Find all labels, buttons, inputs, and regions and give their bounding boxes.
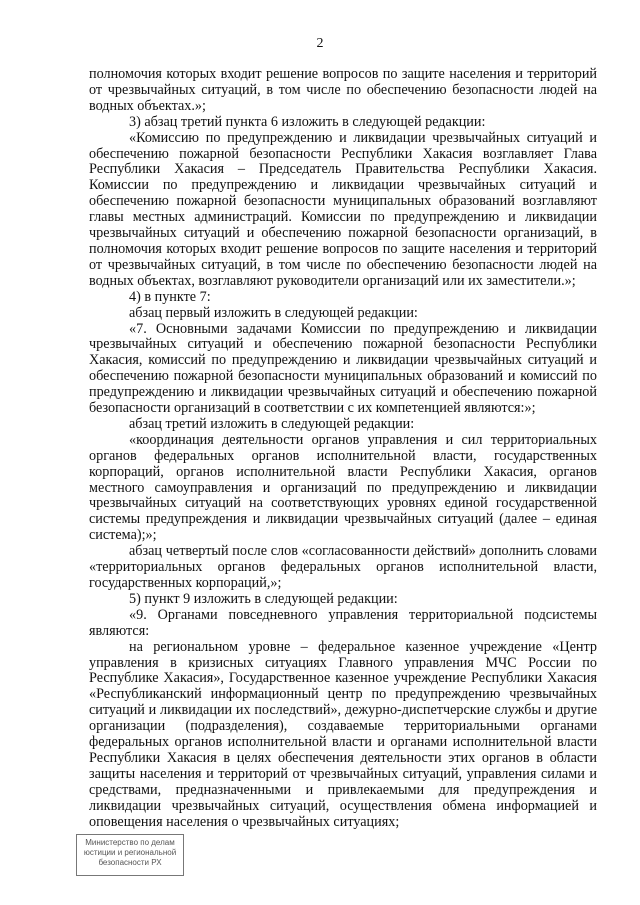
- paragraph-9: абзац четвертый после слов «согласованности действий» дополнить словами «территориальных органов федеральных органов исполнительной власти, государственных корпораций,»;: [89, 543, 597, 591]
- paragraph-6: «7. Основными задачами Комиссии по предупреждению и ликвидации чрезвычайных ситуаций и обеспечению пожарной безопасности Республики Хакасия, комиссий по предупреждению и ликвидации чрезвычайных ситуаций и обеспечению пожарной безопасности муниципальных образований и комиссий по предупреждению и ликвидации чрезвычайных ситуаций и обеспечению пожарной безопасности организаций в соответствии с их компетенцией являются:»;: [89, 320, 597, 417]
- registration-stamp: [76, 834, 184, 876]
- stamp-line-2: юстиции и региональной: [83, 848, 177, 857]
- paragraph-4: 4) в пункте 7:: [129, 288, 211, 305]
- document-body: [89, 67, 597, 831]
- paragraph-2: 3) абзац третий пункта 6 изложить в следующей редакции:: [129, 113, 486, 130]
- paragraph-10: 5) пункт 9 изложить в следующей редакции:: [129, 590, 398, 607]
- stamp-line-1: Министерство по делам: [85, 838, 175, 847]
- paragraph-12: на региональном уровне – федеральное казенное учреждение «Центр управления в кризисных ситуациях Главного управления МЧС России по Республике Хакасия», Государственное казенное учреждение Республики Хакасия «Республиканский информационный центр по предупреждению чрезвычайных ситуаций и ликвидации их последствий», дежурно-диспетчерские службы и другие организации (подразделения), создаваемые территориальными органами федеральных органов исполнительной власти и органами исполнительной власти Республики Хакасия в целях обеспечения деятельности этих органов в области защиты населения и территорий от чрезвычайных ситуаций, управления силами и средствами, предназначенными и привлекаемыми для предупреждения и ликвидации чрезвычайных ситуаций, осуществления обмена информацией и оповещения населения о чрезвычайных ситуациях;: [89, 638, 597, 830]
- paragraph-1: полномочия которых входит решение вопросов по защите населения и территорий от чрезвычайных ситуаций, в том числе по обеспечению безопасности людей на водных объектах.»;: [89, 66, 597, 114]
- paragraph-8: «координация деятельности органов управления и сил территориальных органов федеральных органов исполнительной власти, государственных корпораций, органов исполнительной власти Республики Хакасия, органов местного самоуправления и организаций по предупреждению и ликвидации чрезвычайных ситуаций на соответствующих уровнях единой государственной системы предупреждения и ликвидации чрезвычайных ситуаций (далее – единая система);»;: [89, 431, 597, 544]
- paragraph-7: абзац третий изложить в следующей редакции:: [129, 415, 415, 432]
- paragraph-11: «9. Органами повседневного управления территориальной подсистемы являются:: [89, 606, 597, 639]
- paragraph-3: «Комиссию по предупреждению и ликвидации чрезвычайных ситуаций и обеспечению пожарной безопасности Республики Хакасия возглавляет Глава Республики Хакасия – Председатель Правительства Республики Хакасия. Комиссии по предупреждению и ликвидации чрезвычайных ситуаций и обеспечению пожарной безопасности муниципальных образований возглавляют главы местных администраций. Комиссии по предупреждению и ликвидации чрезвычайных ситуаций и обеспечению пожарной безопасности организаций, в полномочия которых входит решение вопросов по защите населения и территорий от чрезвычайных ситуаций, в том числе по обеспечению безопасности людей на водных объектах, возглавляют руководители организаций или их заместители.»;: [89, 129, 597, 289]
- stamp-line-3: безопасности РХ: [98, 858, 162, 867]
- paragraph-5: абзац первый изложить в следующей редакции:: [129, 304, 418, 321]
- page-number: 2: [316, 36, 324, 51]
